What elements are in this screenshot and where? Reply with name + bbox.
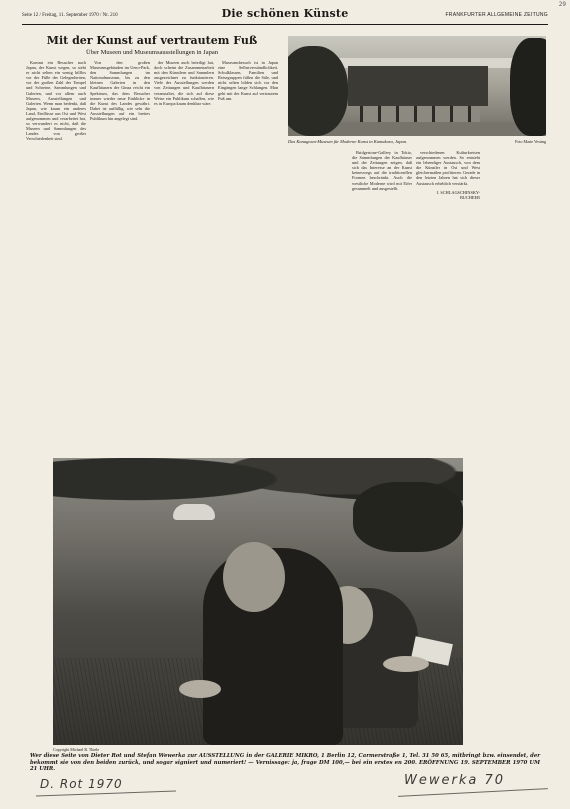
section-title: Die schönen Künste (221, 7, 349, 20)
column-text: Bridgestone-Gallery in Tokio, die Sammlungen der Kaufhäuser und der Zeitungen zeigen, daß sich das Interesse an der Kunst keineswegs auf die traditionellen Formen beschränkt. Auch die westliche Moderne wird mit Eifer gesammelt und ausgestellt. (352, 150, 412, 191)
signature-stroke (398, 788, 548, 797)
article-headline: Mit der Kunst auf vertrautem Fuß (46, 34, 258, 47)
museum-photo (288, 36, 546, 136)
article-author: I. SCHLAGSCHINSKY-BUCHEER (436, 189, 480, 200)
article-column-3 (154, 60, 214, 452)
article-column-4 (218, 60, 278, 452)
article-column-6 (416, 150, 480, 452)
column-text: Von den großen Museumsgebäuden im Ueno-Park, den Sammlungen im Nationalmuseum, bis zu den kleinen Galerien in den Kaufhäusern der Ginza reicht ein Spektrum, das dem Besucher immer wieder neue Einblicke in die Kunst des Landes gewährt. Dabei ist auffällig, wie sehr die Ausstellungen auf ein breites Publikum hin angelegt sind. (90, 60, 150, 122)
newspaper-name: FRANKFURTER ALLGEMEINE ZEITUNG (445, 12, 548, 18)
artists-photo (53, 458, 463, 745)
masthead-date: Seite 12 / Freitag, 11. September 1970 / Nr. 210 (22, 13, 118, 18)
column-text: Kommt ein Besucher nach Japan, der Kunst wegen, so steht er nicht selten ein wenig hilflos vor der Fülle der Gelegenheiten, vor der großen Zahl der Tempel und Schreine, Sammlungen und Galerien, und vor allem auch Museen, Ausstellungen und Galerien. Wenn man bedenkt, daß Japan, wie kaum ein anderes Land, Einflüsse aus Ost und West aufgenommen und verarbeitet hat, so verwundert es nicht, daß die Museen und Sammlungen des Landes von großer Verschiedenheit sind. (26, 60, 86, 142)
photo-credit: Foto Marie Vesting (515, 139, 546, 144)
museum-photo-caption (288, 139, 546, 145)
article-column-5 (352, 150, 412, 452)
masthead (22, 6, 548, 25)
article-headline-block (26, 34, 278, 57)
exhibition-announcement: Wer diese Seite von Dieter Rot und Stefan Wewerka zur AUSSTELLUNG in der GALERIE MIKRO, 1 Berlin 12, Carmerstraße 1, Tel. 31 50 65, mitbringt bzw. einsendet, der bekommt sie von den beiden zurück, und sogar signiert und numeriert! — Vernissage: ja, frage DM 100,— bei ein erstes en 200. ERÖFFNUNG 19. SEPTEMBER 1970 UM 21 UHR. (30, 753, 540, 773)
caption-text: Das Kanagawa-Museum für Moderne Kunst in Kamakura, Japan. (288, 139, 408, 144)
signature-right: Wewerka 70 (404, 773, 505, 788)
signature-left: D. Rot 1970 (40, 777, 123, 791)
column-text: Museumsbesuch ist in Japan eine Selbstverständlichkeit. Schulklassen, Familien und Reisegruppen füllen die Säle, und nicht selten bilden sich vor den Eingängen lange Schlangen. Man geht mit der Kunst auf vertrautem Fuß um. (218, 60, 278, 101)
article-column-1 (26, 60, 86, 452)
column-text: der Museen auch beteiligt hat, doch scheint die Zusammenarbeit mit den Künstlern und Sammlern ausgezeichnet zu funktionieren. Viele der Ausstellungen werden von Zeitungen und Kaufhäusern veranstaltet, die sich auf diese Weise ein Publikum schaffen, wie es in Europa kaum denkbar wäre. (154, 60, 214, 106)
column-text: verschiedenen Kulturkreisen aufgenommen werden. So entsteht ein lebendiger Austausch, von dem die Künstler in Ost und West gleichermaßen profitieren. Gerade in den letzten Jahren hat sich dieser Austausch erheblich verstärkt. (416, 150, 480, 186)
article-subheadline: Über Museen und Museumsausstellungen in Japan (86, 49, 218, 56)
page-folio: 29 (558, 1, 566, 8)
artists-photo-credit: Copyright Michael R. Thiele (53, 747, 100, 752)
article-column-2 (90, 60, 150, 452)
signature-stroke (36, 791, 176, 797)
